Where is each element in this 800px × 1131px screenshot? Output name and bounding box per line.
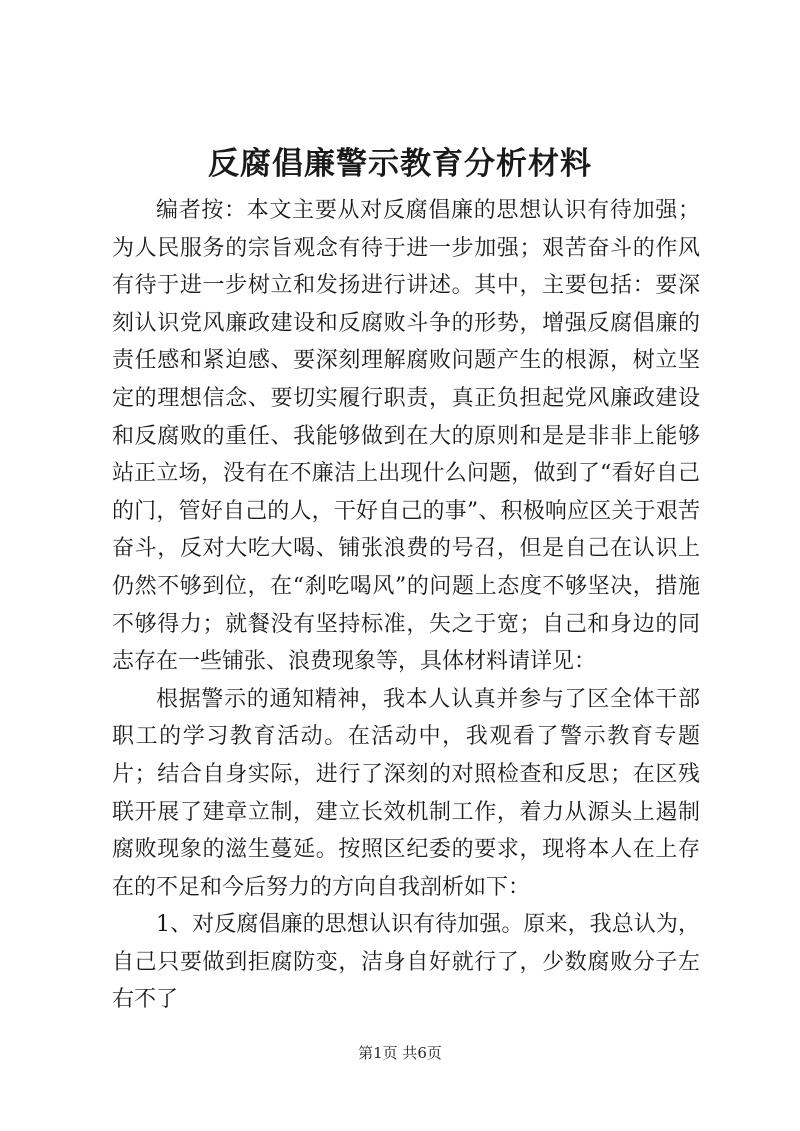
document-title: 反腐倡廉警示教育分析材料 (208, 146, 592, 182)
body-paragraph-point-1: 1、对反腐倡廉的思想认识有待加强。原来，我总认为，自己只要做到拒腐防变，洁身自好就行了，少数腐败分子左右不了 (112, 912, 700, 1013)
editor-note-paragraph: 编者按：本文主要从对反腐倡廉的思想认识有待加强；为人民服务的宗旨观念有待于进一步加强；艰苦奋斗的作风有待于进一步树立和发扬进行讲述。其中，主要包括：要深刻认识党风廉政建设和反腐败斗争的形势，增强反腐倡廉的责任感和紧迫感、要深刻理解腐败问题产生的根源，树立坚定的理想信念、要切实履行职责，真正负担起党风廉政建设和反腐败的重任、我能够做到在大的原则和是是非非上能够站正立场，没有在不廉洁上出现什么问题，做到了“看好自己的门，管好自己的人，干好自己的事”、积极响应区关于艰苦奋斗，反对大吃大喝、铺张浪费的号召，但是自己在认识上仍然不够到位，在“刹吃喝风”的问题上态度不够坚决，措施不够得力；就餐没有坚持标准，失之于宽；自己和身边的同志存在一些铺张、浪费现象等，具体材料请详见： (112, 198, 700, 675)
page-number-footer: 第1页 共6页 (358, 1044, 442, 1062)
body-paragraph-notice: 根据警示的通知精神，我本人认真并参与了区全体干部职工的学习教育活动。在活动中，我观看了警示教育专题片；结合自身实际，进行了深刻的对照检查和反思；在区残联开展了建章立制，建立长效机制工作，着力从源头上遏制腐败现象的滋生蔓延。按照区纪委的要求，现将本人在上存在的不足和今后努力的方向自我剖析如下： (112, 686, 700, 900)
document-body (112, 192, 700, 1019)
